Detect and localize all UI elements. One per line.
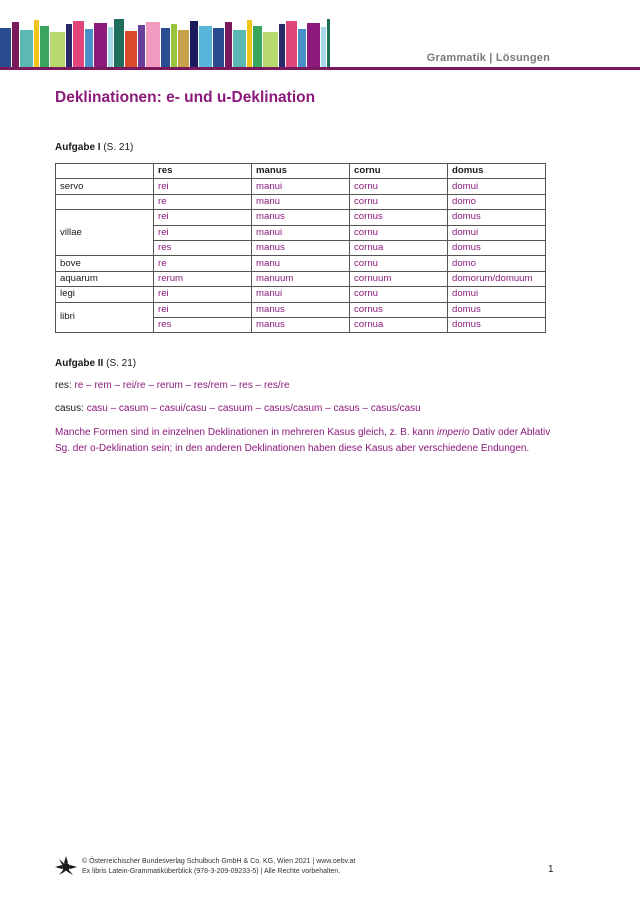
book-spine xyxy=(108,27,113,68)
table-cell: manu xyxy=(252,194,350,209)
table-row xyxy=(56,302,546,317)
table-cell: domus xyxy=(448,210,546,225)
table-cell: cornu xyxy=(350,225,448,240)
column-header xyxy=(56,164,154,179)
table-cell: re xyxy=(154,256,252,271)
book-spine xyxy=(253,26,262,68)
book-spine xyxy=(307,23,320,68)
table-row xyxy=(56,256,546,271)
table-cell: domorum/domuum xyxy=(448,271,546,286)
table-cell: manus xyxy=(252,317,350,332)
table-cell: rei xyxy=(154,225,252,240)
aufgabe-1-heading: Aufgabe I (S. 21) xyxy=(55,142,134,153)
declension-table xyxy=(55,163,546,333)
book-spine xyxy=(34,20,39,68)
table-cell: manus xyxy=(252,240,350,255)
column-header: domus xyxy=(448,164,546,179)
table-row xyxy=(56,271,546,286)
table-row xyxy=(56,210,546,225)
table-cell: rei xyxy=(154,287,252,302)
book-spine xyxy=(146,22,160,68)
book-spine xyxy=(138,25,145,68)
table-cell: cornuum xyxy=(350,271,448,286)
header-rule xyxy=(0,67,640,70)
book-spine xyxy=(247,20,252,68)
book-spine xyxy=(66,24,72,68)
res-value: re – rem – rei/re – rerum – res/rem – res – res/re xyxy=(74,380,290,391)
book-spine xyxy=(327,19,330,68)
table-cell: domus xyxy=(448,302,546,317)
table-cell: cornu xyxy=(350,256,448,271)
book-spine xyxy=(12,22,19,68)
page-number: 1 xyxy=(548,864,554,875)
row-label: aquarum xyxy=(56,271,154,286)
book-spine xyxy=(233,30,246,68)
table-cell: manui xyxy=(252,179,350,194)
table-row xyxy=(56,287,546,302)
row-label: bove xyxy=(56,256,154,271)
table-cell: domui xyxy=(448,225,546,240)
table-cell: cornus xyxy=(350,302,448,317)
book-spine xyxy=(279,24,285,68)
table-row xyxy=(56,179,546,194)
table-cell: rei xyxy=(154,210,252,225)
table-cell: domus xyxy=(448,317,546,332)
column-header: manus xyxy=(252,164,350,179)
table-cell: manu xyxy=(252,256,350,271)
book-spine xyxy=(40,26,49,68)
table-cell: manus xyxy=(252,302,350,317)
table-cell: rei xyxy=(154,179,252,194)
table-cell: domus xyxy=(448,240,546,255)
table-cell: domo xyxy=(448,256,546,271)
column-header: res xyxy=(154,164,252,179)
row-label: legi xyxy=(56,287,154,302)
table-cell: rei xyxy=(154,302,252,317)
table-cell: cornu xyxy=(350,194,448,209)
table-cell: manui xyxy=(252,225,350,240)
res-answer xyxy=(55,380,290,391)
row-label: villae xyxy=(56,210,154,256)
table-cell: rerum xyxy=(154,271,252,286)
book-spine xyxy=(321,27,326,68)
copyright-text: © Österreichischer Bundesverlag Schulbuch GmbH & Co. KG, Wien 2021 | www.oebv.at Ex libris Latein-Grammatiküberblick (978-3-209-09233-5) | Alle Rechte vorbehalten. xyxy=(82,858,356,875)
book-spine xyxy=(286,21,297,68)
table-cell: domui xyxy=(448,287,546,302)
aufgabe-2-heading: Aufgabe II (S. 21) xyxy=(55,358,137,369)
book-spine xyxy=(263,32,278,68)
book-spine xyxy=(125,31,137,68)
page-title: Deklinationen: e- und u-Deklination xyxy=(55,89,316,106)
book-spine xyxy=(20,30,33,68)
header-title: Grammatik | Lösungen xyxy=(426,52,550,64)
book-spine xyxy=(225,22,232,68)
table-cell: domo xyxy=(448,194,546,209)
table-cell: cornu xyxy=(350,179,448,194)
casus-label: casus: xyxy=(55,403,87,414)
table-cell: manuum xyxy=(252,271,350,286)
table-header-row xyxy=(56,164,546,179)
table-row xyxy=(56,194,546,209)
book-spine xyxy=(178,30,189,68)
row-label: libri xyxy=(56,302,154,333)
book-spine xyxy=(199,26,212,68)
table-cell: cornus xyxy=(350,210,448,225)
casus-answer xyxy=(55,403,421,414)
table-cell: manui xyxy=(252,287,350,302)
book-spine xyxy=(94,23,107,68)
table-cell: cornua xyxy=(350,240,448,255)
book-spine xyxy=(50,32,65,68)
book-spine xyxy=(0,28,11,68)
row-label: servo xyxy=(56,179,154,194)
table-cell: cornua xyxy=(350,317,448,332)
casus-value: casu – casum – casui/casu – casuum – casus/casum – casus – casus/casu xyxy=(86,403,421,414)
book-spine xyxy=(298,29,306,68)
table-cell: re xyxy=(154,194,252,209)
oebv-logo-icon xyxy=(55,856,77,878)
book-spine xyxy=(213,28,224,68)
explanation-paragraph: Manche Formen sind in einzelnen Deklinationen in mehreren Kasus gleich, z. B. kann imperio Dativ oder Ablativ Sg. der o-Deklination sein; in den anderen Deklinationen haben diese Kasus aber verschiedene Endungen. xyxy=(55,427,551,454)
table-cell: res xyxy=(154,240,252,255)
book-spine xyxy=(114,19,124,68)
table-cell: cornu xyxy=(350,287,448,302)
book-spine xyxy=(73,21,84,68)
table-cell: manus xyxy=(252,210,350,225)
table-cell: res xyxy=(154,317,252,332)
book-spine xyxy=(171,24,177,68)
book-spine xyxy=(190,21,198,68)
bookshelf-decoration xyxy=(0,18,330,68)
res-label: res: xyxy=(55,380,75,391)
row-label xyxy=(56,194,154,209)
column-header: cornu xyxy=(350,164,448,179)
book-spine xyxy=(161,28,170,68)
table-cell: domui xyxy=(448,179,546,194)
book-spine xyxy=(85,29,93,68)
